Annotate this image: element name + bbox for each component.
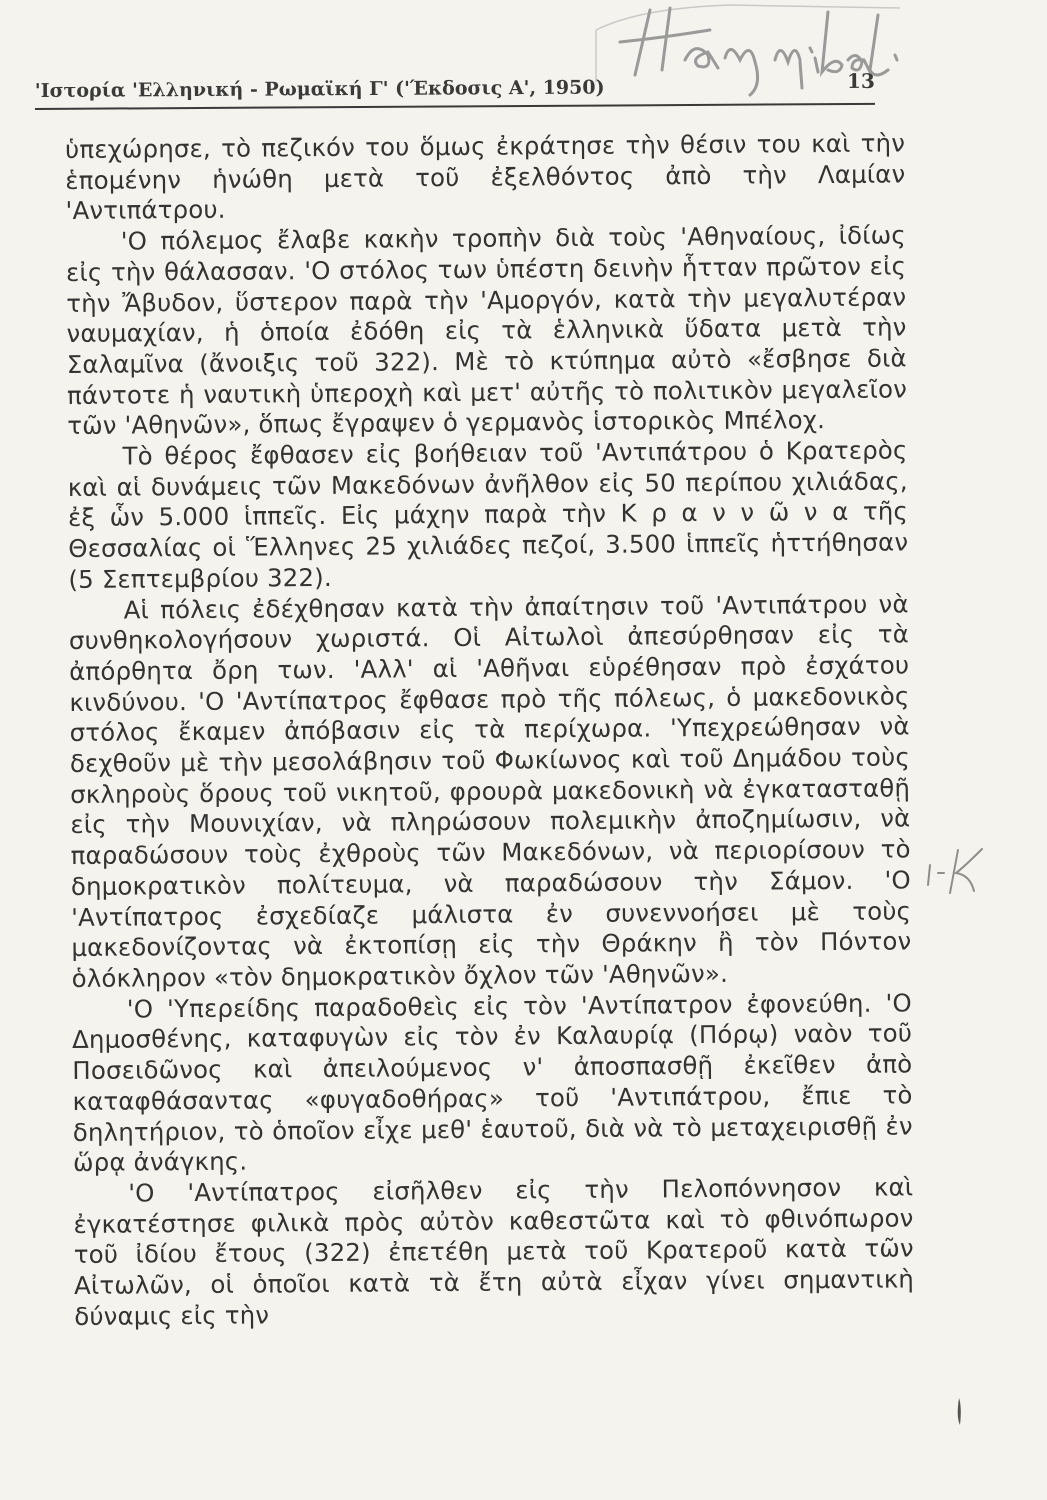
ink-mark	[950, 1395, 968, 1429]
paragraph-1: ὑπεχώρησε, τὸ πεζικόν του ὅμως ἐκράτησε τὴν θέσιν του καὶ τὴν ἑπομένην ἡνώθη μετὰ τοῦ ἐξελθόντος ἀπὸ τὴν Λαμίαν 'Αντιπάτρου.	[65, 128, 906, 226]
header-title: 'Ιστορία 'Ελληνική - Ρωμαϊκή Γ' ('Έκδοσις Α', 1950)	[34, 76, 605, 103]
paragraph-3: Τὸ θέρος ἔφθασεν εἰς βοήθειαν τοῦ 'Αντιπάτρου ὁ Κρατερὸς καὶ αἱ δυνάμεις τῶν Μακεδόνων ἀνῆλθον εἰς 50 περίπου χιλιάδας, ἐξ ὧν 5.000 ἱππεῖς. Εἰς μάχην παρὰ τὴν Κ ρ α ν ν ῶ ν α τῆς Θεσσαλίας οἱ Ἕλληνες 25 χιλιάδες πεζοί, 3.500 ἱππεῖς ἡττήθησαν (5 Σεπτεμβρίου 322).	[67, 435, 909, 594]
page-number: 13	[846, 68, 875, 94]
body-text	[65, 128, 914, 1332]
margin-annotation	[922, 845, 992, 895]
paragraph-5: 'Ο 'Υπερείδης παραδοθεὶς εἰς τὸν 'Αντίπατρον ἐφονεύθη. 'Ο Δημοσθένης, καταφυγὼν εἰς τὸν ἐν Καλαυρίᾳ (Πόρῳ) ναὸν τοῦ Ποσειδῶνος καὶ ἀπειλούμενος ν' ἀποσπασθῇ ἐκεῖθεν ἀπὸ καταφθάσαντας «φυγαδοθήρας» τοῦ 'Αντιπάτρου, ἔπιε τὸ δηλητήριον, τὸ ὁποῖον εἶχε μεθ' ἑαυτοῦ, διὰ νὰ τὸ μεταχειρισθῇ ἐν ὥρᾳ ἀνάγκης.	[71, 988, 913, 1178]
paragraph-4: Αἱ πόλεις ἐδέχθησαν κατὰ τὴν ἀπαίτησιν τοῦ 'Αντιπάτρου νὰ συνθηκολογήσουν χωριστά. Οἱ Αἰτωλοὶ ἀπεσύρθησαν εἰς τὰ ἀπόρθητα ὄρη των. 'Αλλ' αἱ 'Αθῆναι εὑρέθησαν πρὸ ἐσχάτου κινδύνου. 'Ο 'Αντίπατρος ἔφθασε πρὸ τῆς πόλεως, ὁ μακεδονικὸς στόλος ἔκαμεν ἀπόβασιν εἰς τὰ περίχωρα. 'Υπεχρεώθησαν νὰ δεχθοῦν μὲ τὴν μεσολάβησιν τοῦ Φωκίωνος καὶ τοῦ Δημάδου τοὺς σκληροὺς ὅρους τοῦ νικητοῦ, φρουρὰ μακεδονικὴ νὰ ἐγκατασταθῇ εἰς τὴν Μουνιχίαν, νὰ πληρώσουν πολεμικὴν ἀποζημίωσιν, νὰ παραδώσουν τοὺς ἐχθροὺς τῶν Μακεδόνων, νὰ περιορίσουν τὸ δημοκρατικὸν πολίτευμα, νὰ παραδώσουν τὴν Σάμον. 'Ο 'Αντίπατρος ἐσχεδίαζε μάλιστα ἐν συνεννοήσει μὲ τοὺς μακεδονίζοντας νὰ ἐκτοπίσῃ εἰς τὴν Θράκην ἢ τὸν Πόντον ὁλόκληρον «τὸν δημοκρατικὸν ὄχλον τῶν 'Αθηνῶν».	[68, 588, 912, 993]
handwritten-signature	[590, 0, 910, 100]
paragraph-6: 'Ο 'Αντίπατρος εἰσῆλθεν εἰς τὴν Πελοπόννησον καὶ ἐγκατέστησε φιλικὰ πρὸς αὐτὸν καθεστῶτα καὶ τὸ φθινόπωρον τοῦ ἰδίου ἔτους (322) ἐπετέθη μετὰ τοῦ Κρατεροῦ κατὰ τῶν Αἰτωλῶν, οἱ ὁποῖοι κατὰ τὰ ἔτη αὐτὰ εἶχαν γίνει σημαντικὴ δύναμις εἰς τὴν	[73, 1172, 915, 1331]
paragraph-2: 'Ο πόλεμος ἔλαβε κακὴν τροπὴν διὰ τοὺς 'Αθηναίους, ἰδίως εἰς τὴν θάλασσαν. 'Ο στόλος των ὑπέστη δεινὴν ἧτταν πρῶτον εἰς τὴν Ἄβυδον, ὕστερον παρὰ τὴν 'Αμοργόν, κατὰ τὴν μεγαλυτέραν ναυμαχίαν, ἡ ὁποία ἐδόθη εἰς τὰ ἑλληνικὰ ὕδατα μετὰ τὴν Σαλαμῖνα (ἄνοιξις τοῦ 322). Μὲ τὸ κτύπημα αὐτὸ «ἔσβησε διὰ πάντοτε ἡ ναυτικὴ ὑπεροχὴ καὶ μετ' αὐτῆς τὸ πολιτικὸν μεγαλεῖον τῶν 'Αθηνῶν», ὅπως ἔγραψεν ὁ γερμανὸς ἱστορικὸς Μπέλοχ.	[65, 220, 908, 441]
